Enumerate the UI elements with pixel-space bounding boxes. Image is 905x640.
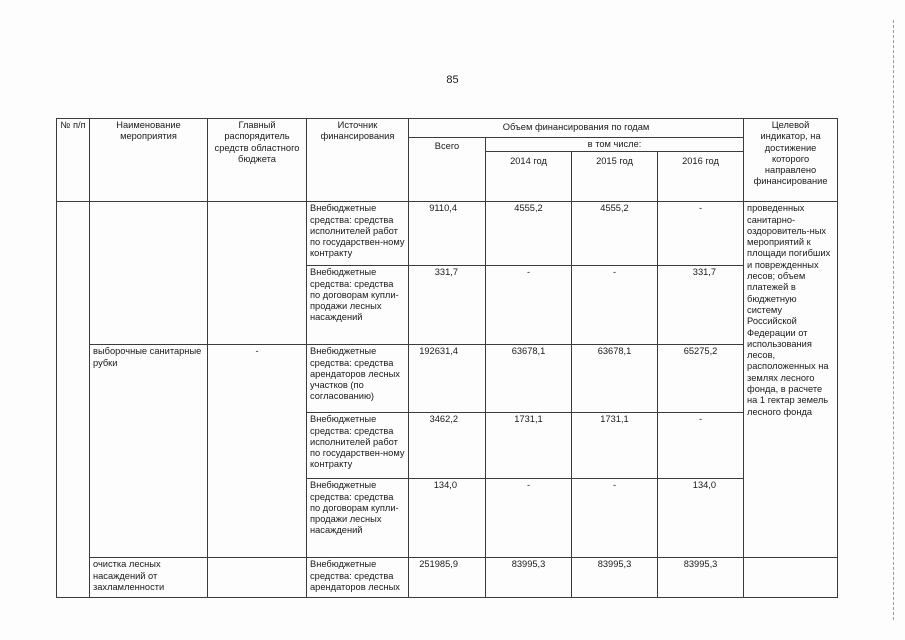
indicator-cell — [744, 558, 838, 598]
source-cell: Внебюджетные средства: средства по договорам купли-продажи лесных насаждений — [307, 266, 409, 345]
value-2016-cell: - — [658, 413, 744, 479]
value-2016-cell: - — [658, 202, 744, 266]
total-cell: 192631,4 — [409, 345, 486, 413]
header-2014: 2014 год — [486, 152, 572, 202]
value-2015-cell: 4555,2 — [572, 202, 658, 266]
source-cell: Внебюджетные средства: средства арендаторов лесных участков (по согласованию) — [307, 345, 409, 413]
header-manager: Главный распорядитель средств областного бюджета — [208, 119, 307, 202]
value-2014-cell: - — [486, 266, 572, 345]
value-2016-cell: 134,0 — [658, 479, 744, 558]
header-2016: 2016 год — [658, 152, 744, 202]
manager-cell — [208, 202, 307, 345]
activity-manager-cell: - — [208, 345, 307, 558]
value-2014-cell: 4555,2 — [486, 202, 572, 266]
activity-manager-cell — [208, 558, 307, 598]
total-cell: 3462,2 — [409, 413, 486, 479]
table-row — [57, 345, 838, 413]
page-number: 85 — [446, 74, 459, 86]
value-2015-cell: 83995,3 — [572, 558, 658, 598]
value-2016-cell: 65275,2 — [658, 345, 744, 413]
total-cell: 251985,9 — [409, 558, 486, 598]
total-cell: 134,0 — [409, 479, 486, 558]
value-2014-cell: - — [486, 479, 572, 558]
header-2015: 2015 год — [572, 152, 658, 202]
table-row — [57, 558, 838, 598]
header-indicator: Целевой индикатор, на достижение которого направлено финансирование — [744, 119, 838, 202]
source-cell: Внебюджетные средства: средства исполнителей работ по государствен-ному контракту — [307, 413, 409, 479]
source-cell: Внебюджетные средства: средства арендаторов лесных — [307, 558, 409, 598]
value-2014-cell: 83995,3 — [486, 558, 572, 598]
value-2015-cell: 1731,1 — [572, 413, 658, 479]
value-2015-cell: 63678,1 — [572, 345, 658, 413]
source-cell: Внебюджетные средства: средства исполнителей работ по государствен-ному контракту — [307, 202, 409, 266]
header-num: № п/п — [57, 119, 90, 202]
value-2016-cell: 331,7 — [658, 266, 744, 345]
activity-name-cell: выборочные санитарные рубки — [90, 345, 208, 558]
table-row — [57, 202, 838, 266]
header-volume: Объем финансирования по годам — [409, 119, 744, 138]
header-including: в том числе: — [486, 138, 744, 152]
indicator-cell: проведенных санитарно-оздоровитель-ных мероприятий к площади погибших и поврежденных лесов; объем платежей в бюджетную систему Российской Федерации от использования лесов, расположенных на землях лесного фонда, в расчете на 1 гектар земель лесного фонда — [744, 202, 838, 558]
value-2016-cell: 83995,3 — [658, 558, 744, 598]
name-cell — [90, 202, 208, 345]
financing-table — [56, 118, 838, 598]
value-2014-cell: 63678,1 — [486, 345, 572, 413]
activity-name-cell: очистка лесных насаждений от захламленности — [90, 558, 208, 598]
num-cell — [57, 202, 90, 598]
margin-line — [893, 20, 894, 620]
total-cell: 331,7 — [409, 266, 486, 345]
value-2014-cell: 1731,1 — [486, 413, 572, 479]
source-cell: Внебюджетные средства: средства по договорам купли-продажи лесных насаждений — [307, 479, 409, 558]
value-2015-cell: - — [572, 266, 658, 345]
header-source: Источник финансирования — [307, 119, 409, 202]
header-total: Всего — [409, 138, 486, 202]
total-cell: 9110,4 — [409, 202, 486, 266]
value-2015-cell: - — [572, 479, 658, 558]
header-name: Наименование мероприятия — [90, 119, 208, 202]
